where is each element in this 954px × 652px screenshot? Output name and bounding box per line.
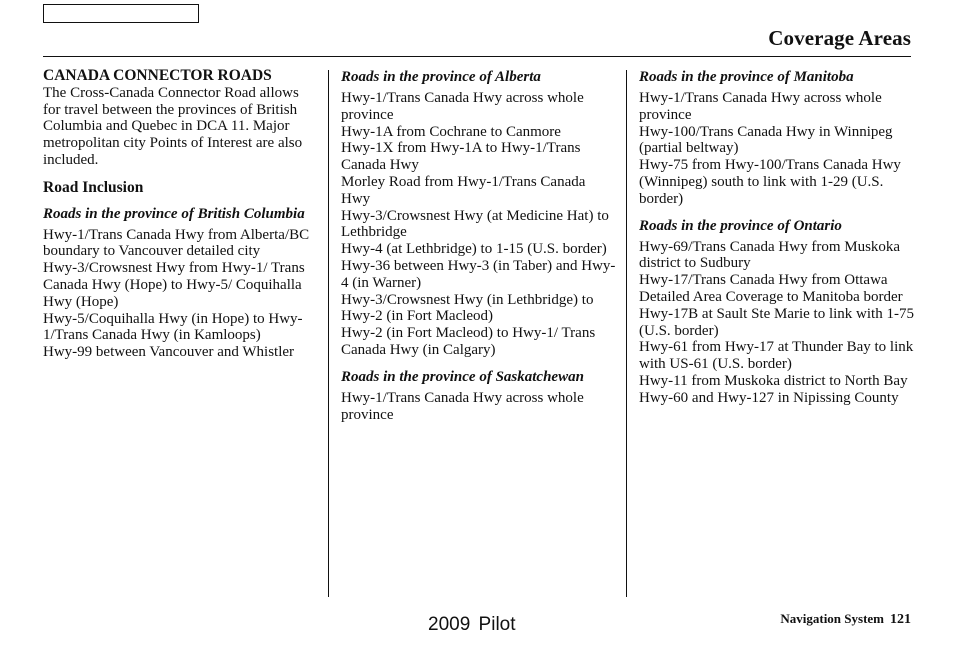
road-item: Hwy-99 between Vancouver and Whistler bbox=[43, 344, 295, 361]
road-item: Hwy-36 between Hwy-3 (in Taber) and Hwy-4 (in Warner) bbox=[341, 257, 616, 291]
footer-nav-label: Navigation System bbox=[780, 611, 884, 626]
road-item: Hwy-61 from Hwy-17 at Thunder Bay to link with US-61 (U.S. border) bbox=[639, 339, 914, 373]
saskatchewan-heading: Roads in the province of Saskatchewan bbox=[341, 368, 584, 385]
road-item: Hwy-1A from Cochrane to Canmore bbox=[341, 123, 561, 140]
road-item: Hwy-1X from Hwy-1A to Hwy-1/Trans Canada Hwy bbox=[341, 140, 581, 174]
road-item: Hwy-4 (at Lethbridge) to 1-15 (U.S. border) bbox=[341, 241, 607, 258]
column-3 bbox=[639, 68, 914, 407]
column-divider-1 bbox=[328, 70, 329, 597]
road-item: Hwy-3/Crowsnest Hwy from Hwy-1/ Trans Canada Hwy (Hope) to Hwy-5/ Coquihalla Hwy (Hope) bbox=[43, 260, 305, 310]
column-2 bbox=[341, 68, 616, 423]
intro-paragraph: The Cross-Canada Connector Road allows for travel between the provinces of British Columbia and Quebec in DCA 11. Major metropolitan city Points of Interest are also included. bbox=[43, 84, 303, 168]
road-item: Hwy-1/Trans Canada Hwy across whole province bbox=[341, 389, 584, 423]
road-item: Morley Road from Hwy-1/Trans Canada Hwy bbox=[341, 173, 586, 207]
road-inclusion-heading: Road Inclusion bbox=[43, 178, 144, 196]
column-divider-2 bbox=[626, 70, 627, 597]
alberta-heading: Roads in the province of Alberta bbox=[341, 69, 541, 85]
road-item: Hwy-11 from Muskoka district to North Bay bbox=[639, 372, 908, 389]
road-item: Hwy-1/Trans Canada Hwy across whole province bbox=[639, 90, 882, 123]
header-tab-box bbox=[43, 4, 199, 23]
road-item: Hwy-1/Trans Canada Hwy across whole province bbox=[341, 90, 584, 123]
road-item: Hwy-3/Crowsnest Hwy (in Lethbridge) to Hwy-2 (in Fort Macleod) bbox=[341, 291, 594, 325]
page-title: Coverage Areas bbox=[768, 26, 911, 50]
column-1 bbox=[43, 68, 315, 361]
road-item: Hwy-1/Trans Canada Hwy from Alberta/BC boundary to Vancouver detailed city bbox=[43, 226, 310, 260]
road-item: Hwy-60 and Hwy-127 in Nipissing County bbox=[639, 389, 899, 406]
road-item: Hwy-100/Trans Canada Hwy in Winnipeg (partial beltway) bbox=[639, 123, 893, 157]
section-title: CANADA CONNECTOR ROADS bbox=[43, 67, 272, 84]
road-item: Hwy-17/Trans Canada Hwy from Ottawa Detailed Area Coverage to Manitoba border bbox=[639, 272, 903, 305]
road-item: Hwy-17B at Sault Ste Marie to link with 1-75 (U.S. border) bbox=[639, 305, 914, 339]
road-item: Hwy-75 from Hwy-100/Trans Canada Hwy (Winnipeg) south to link with 1-29 (U.S. border) bbox=[639, 157, 901, 207]
manitoba-heading: Roads in the province of Manitoba bbox=[639, 69, 854, 85]
road-item: Hwy-3/Crowsnest Hwy (at Medicine Hat) to Lethbridge bbox=[341, 207, 609, 241]
page-number: 121 bbox=[890, 612, 911, 627]
bc-heading: Roads in the province of British Columbia bbox=[43, 205, 305, 222]
title-divider bbox=[43, 56, 911, 57]
road-item: Hwy-2 (in Fort Macleod) to Hwy-1/ Trans Canada Hwy (in Calgary) bbox=[341, 325, 596, 358]
road-item: Hwy-69/Trans Canada Hwy from Muskoka district to Sudbury bbox=[639, 238, 901, 272]
road-item: Hwy-5/Coquihalla Hwy (in Hope) to Hwy-1/Trans Canada Hwy (in Kamloops) bbox=[43, 310, 303, 344]
ontario-heading: Roads in the province of Ontario bbox=[639, 217, 842, 234]
footer-model: 2009 Pilot bbox=[428, 614, 516, 635]
footer-nav bbox=[780, 611, 911, 628]
